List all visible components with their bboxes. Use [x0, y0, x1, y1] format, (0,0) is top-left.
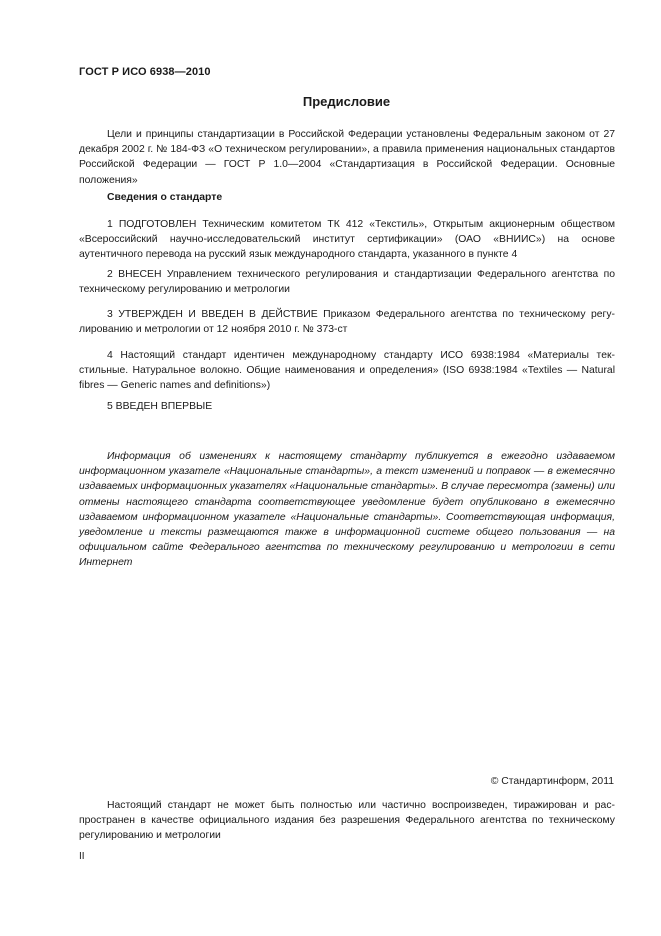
list-item: 1 ПОДГОТОВЛЕН Техническим комитетом ТК 412 «Текстиль», Открытым акционерным обществом «Всероссийский научно-исследовательский институт сертификации» (ОАО «ВНИИС») на основе аутентичного перевода на русский язык международного стандарта, указанного в пункте 4 [79, 219, 615, 261]
page-title [0, 94, 661, 109]
page-title-text: Предисловие [302, 94, 391, 109]
reproduction-notice: Настоящий стандарт не может быть полностью или частично воспроизведен, тиражирован и распространен в качестве официального издания без разрешения Федерального агентства по техническому регулированию и метрологии [79, 800, 615, 842]
section-subheading: Сведения о стандарте [107, 192, 223, 203]
list-item: 4 Настоящий стандарт идентичен международному стандарту ИСО 6938:1984 «Материалы текстильные. Натуральное волокно. Общие наименования и определения» (ISO 6938:1984 «Textiles — Natural fibres — Generic names and definitions») [79, 350, 615, 392]
info-notice: Информация об изменениях к настоящему стандарту публикуется в ежегодно издаваемом информационном указателе «Национальные стандарты», а текст изменений и поправок — в ежемесячно издаваемых информационных указателях «Национальные стандарты». В случае пересмотра (замены) или отмены настоящего стандарта соответствующее уведомление будет опубликовано в ежемесячно издаваемом информационном указателе «Национальные стандарты». Соответствующая информация, уведомление и тексты размещаются также в информационной системе общего пользования — на официальном сайте Федерального агентства по техническому регулированию и метрологии в сети Интернет [79, 451, 615, 569]
document-code: ГОСТ Р ИСО 6938—2010 [79, 66, 211, 78]
list-item: 2 ВНЕСЕН Управлением технического регулирования и стандартизации Федерального агентства по техническому регулированию и метрологии [79, 269, 615, 296]
page-number: II [79, 851, 85, 862]
list-item: 5 ВВЕДЕН ВПЕРВЫЕ [107, 401, 213, 412]
intro-paragraph: Цели и принципы стандартизации в Российской Федерации установлены Федеральным законом от 27 декабря 2002 г. № 184-ФЗ «О техническом регулировании», а правила применения национальных стандартов Российской Федерации — ГОСТ Р 1.0—2004 «Стандартизация в Российской Федерации. Основные положения» [79, 129, 615, 186]
list-item: 3 УТВЕРЖДЕН И ВВЕДЕН В ДЕЙСТВИЕ Приказом Федерального агентства по техническому регулированию и метрологии от 12 ноября 2010 г. № 373-ст [79, 309, 615, 336]
copyright-notice: © Стандартинформ, 2011 [490, 776, 614, 787]
